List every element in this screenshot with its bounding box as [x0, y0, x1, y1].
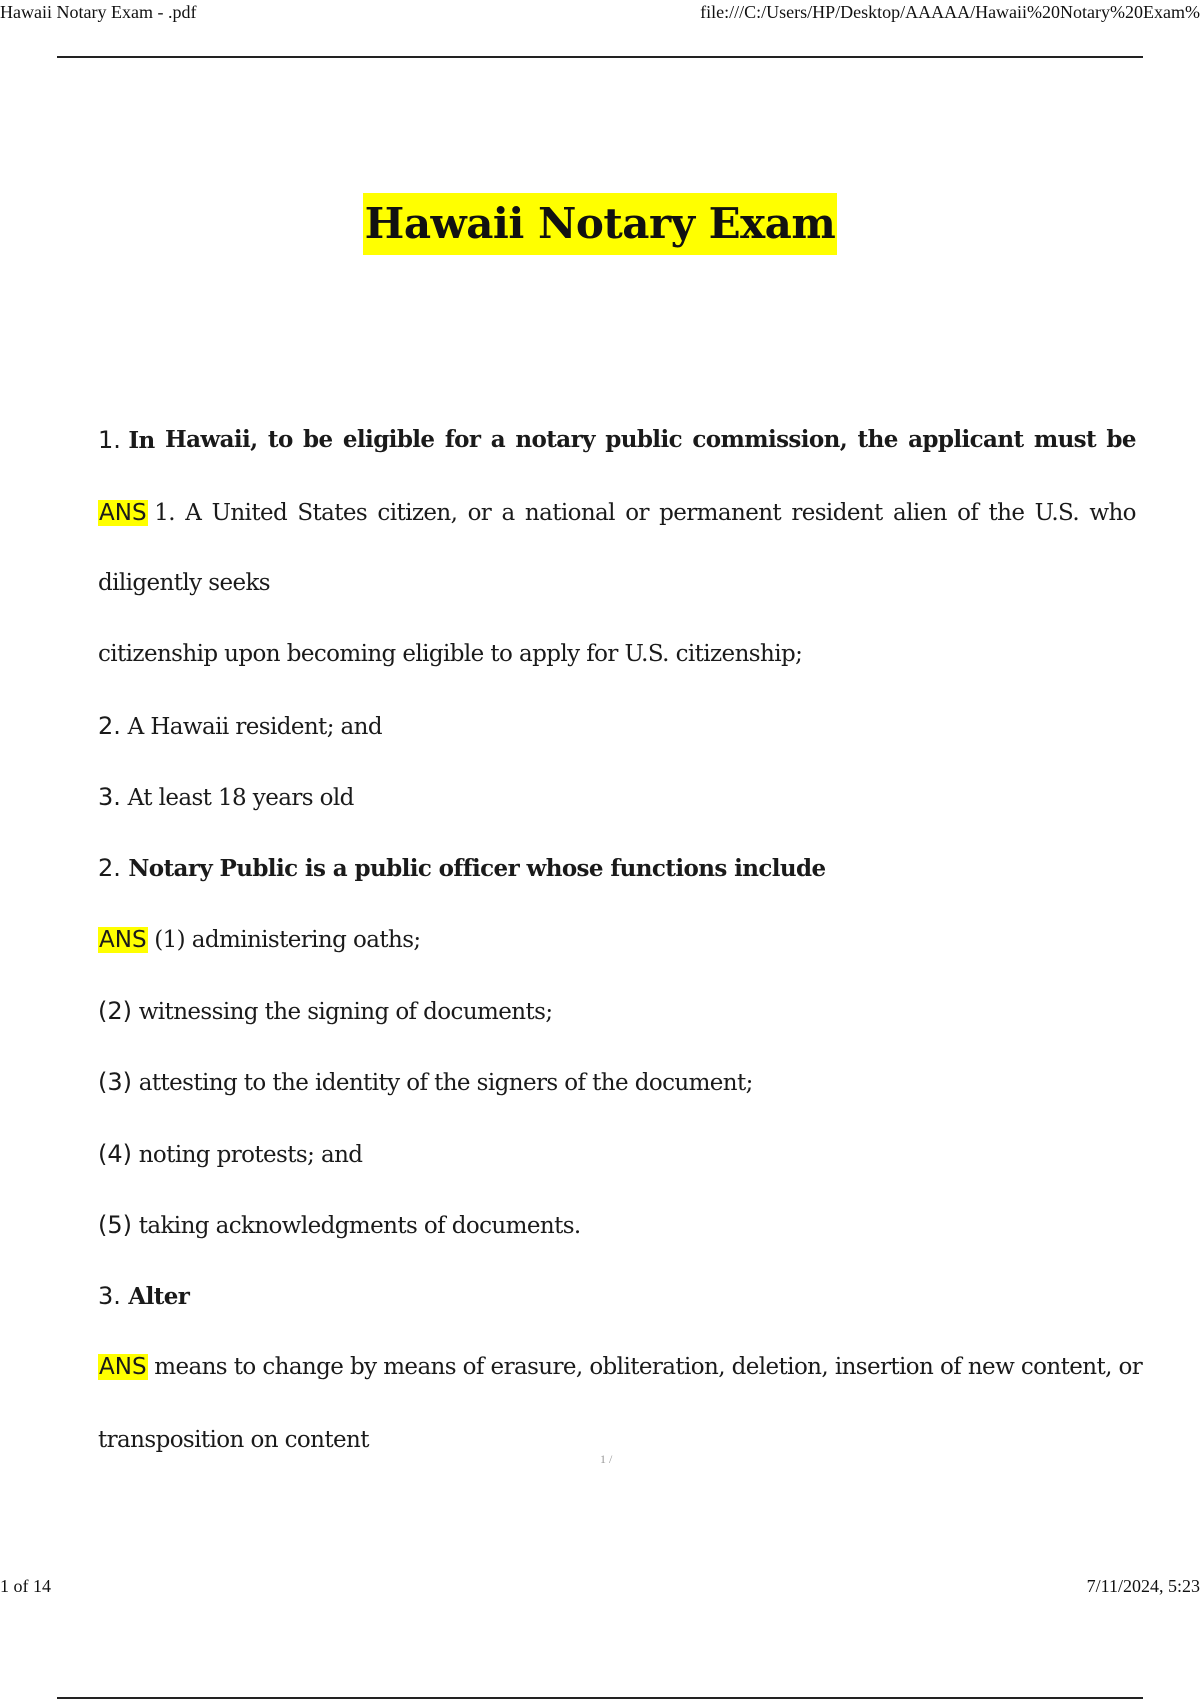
question-3 [98, 1280, 1136, 1313]
ans-label: ANS [99, 1354, 147, 1380]
item-number: 2. [98, 712, 121, 740]
document-title: Hawaii Notary Exam [363, 193, 838, 255]
print-footer-page-count: 1 of 14 [0, 1576, 51, 1596]
answer-word: 1. [154, 500, 176, 526]
question-word: the [857, 426, 898, 453]
ans-label: ANS [99, 927, 147, 953]
item-number: (5) [98, 1211, 132, 1239]
answer-3-line-2: transposition on content [98, 1427, 369, 1453]
question-text: Alter [128, 1283, 190, 1310]
page-mark: 1 / [600, 1452, 613, 1466]
item-number: 3. [98, 783, 121, 811]
answer-word: U.S. [1034, 500, 1080, 526]
answer-word: citizen, [377, 500, 458, 526]
title-wrap [0, 193, 1200, 255]
item-text: witnessing the signing of documents; [138, 999, 553, 1025]
footer-divider [57, 1697, 1143, 1699]
answer-2-item-4 [98, 1138, 1136, 1171]
item-number: (4) [98, 1140, 132, 1168]
answer-text: (1) administering oaths; [154, 927, 421, 953]
question-word: commission, [692, 426, 848, 453]
answer-word: national [524, 500, 615, 526]
answer-1-line-3: citizenship upon becoming eligible to apply for U.S. citizenship; [98, 641, 803, 667]
answer-word: States [297, 500, 368, 526]
question-2 [98, 852, 1136, 885]
answer-2-line-1 [98, 924, 1136, 956]
answer-1-line-2: diligently seeks [98, 570, 271, 596]
question-word: be [303, 426, 333, 453]
question-word: eligible [342, 426, 435, 453]
print-header-url: file:///C:/Users/HP/Desktop/AAAAA/Hawaii%20Notary%20Exam% [700, 2, 1200, 22]
question-number: 1. [98, 426, 121, 454]
answer-word: who [1089, 500, 1136, 526]
question-word: notary [515, 426, 595, 453]
item-text: At least 18 years old [127, 785, 354, 811]
answer-1-item-2 [98, 710, 1136, 743]
question-lead [98, 424, 155, 457]
ans-label: ANS [99, 500, 147, 526]
answer-2-item-2 [98, 995, 1136, 1028]
answer-word: alien [892, 500, 947, 526]
answer-2-item-3 [98, 1066, 1136, 1099]
answer-word: A [185, 500, 202, 526]
question-word: a [490, 426, 506, 453]
answer-3-line-1 [98, 1351, 1143, 1383]
question-1 [98, 424, 1136, 457]
answer-word: resident [791, 500, 883, 526]
question-word: In [128, 427, 155, 454]
answer-lead [98, 497, 175, 529]
header-divider [57, 56, 1143, 58]
question-number: 3. [98, 1282, 121, 1310]
answer-1-line-1 [98, 497, 1136, 529]
question-text: Notary Public is a public officer whose functions include [128, 855, 826, 882]
print-footer-datetime: 7/11/2024, 5:23 [1086, 1576, 1200, 1596]
item-text: noting protests; and [138, 1142, 363, 1168]
question-number: 2. [98, 854, 121, 882]
item-text: attesting to the identity of the signers of the document; [138, 1070, 753, 1096]
question-word: for [444, 426, 481, 453]
question-word: to [267, 426, 293, 453]
answer-word: the [988, 500, 1025, 526]
print-header-title: Hawaii Notary Exam - .pdf [0, 2, 197, 22]
answer-1-item-3 [98, 781, 1136, 814]
question-word: must [1033, 426, 1097, 453]
answer-word: United [211, 500, 288, 526]
question-word: applicant [908, 426, 1024, 453]
item-text: A Hawaii resident; and [127, 714, 383, 740]
item-text: taking acknowledgments of documents. [138, 1213, 581, 1239]
item-number: (2) [98, 997, 132, 1025]
answer-word: of [957, 500, 979, 526]
answer-2-item-5 [98, 1209, 1136, 1242]
item-number: (3) [98, 1068, 132, 1096]
question-word: Hawaii, [164, 426, 258, 453]
question-word: public [605, 426, 682, 453]
answer-word: permanent [659, 500, 782, 526]
answer-word: a [501, 500, 515, 526]
question-word: be [1106, 426, 1136, 453]
answer-word: or [467, 500, 492, 526]
answer-word: or [625, 500, 649, 526]
answer-text: means to change by means of erasure, obliteration, deletion, insertion of new content, or [154, 1354, 1143, 1380]
